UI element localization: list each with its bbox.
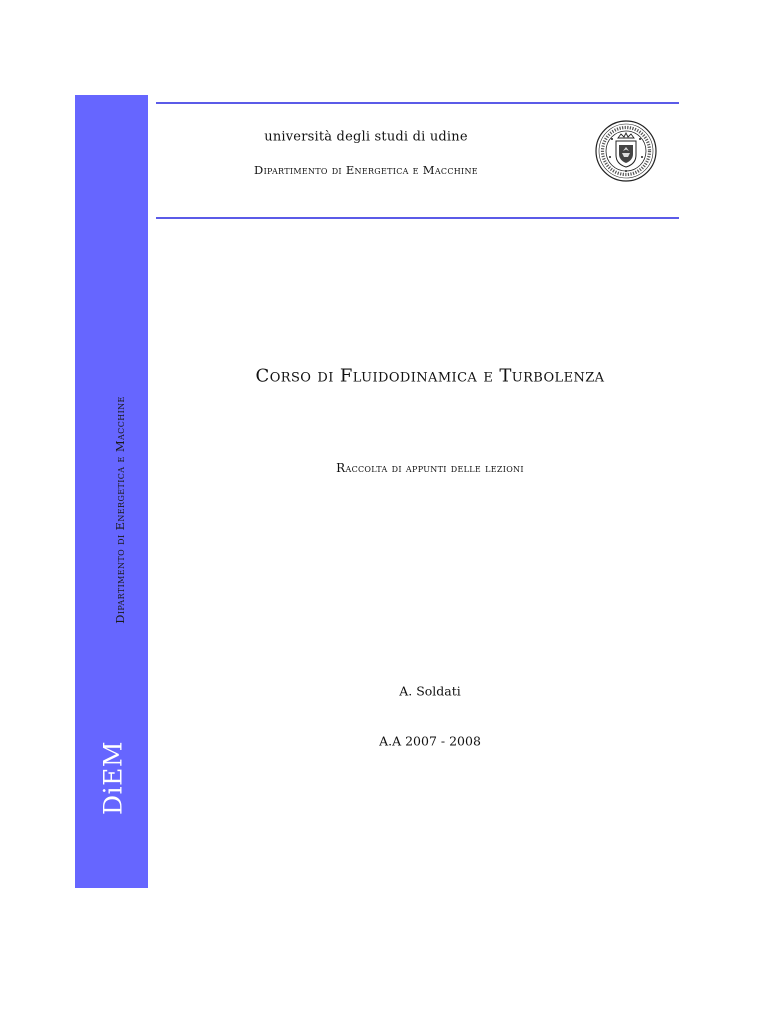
university-name: università degli studi di udine: [264, 129, 468, 145]
sidebar-department-label: Dipartimento di Energetica e Macchine: [113, 396, 127, 624]
header-top-rule: [156, 102, 679, 104]
author-name: A. Soldati: [399, 683, 461, 699]
sidebar-logo-text: DiEM: [98, 741, 128, 815]
header-bottom-rule: [156, 217, 679, 219]
university-seal-icon: [594, 119, 658, 183]
department-name: Dipartimento di Energetica e Macchine: [254, 163, 478, 177]
academic-year: A.A 2007 - 2008: [379, 733, 481, 749]
document-title: Corso di Fluidodinamica e Turbolenza: [255, 365, 605, 387]
document-subtitle: Raccolta di appunti delle lezioni: [336, 461, 524, 475]
